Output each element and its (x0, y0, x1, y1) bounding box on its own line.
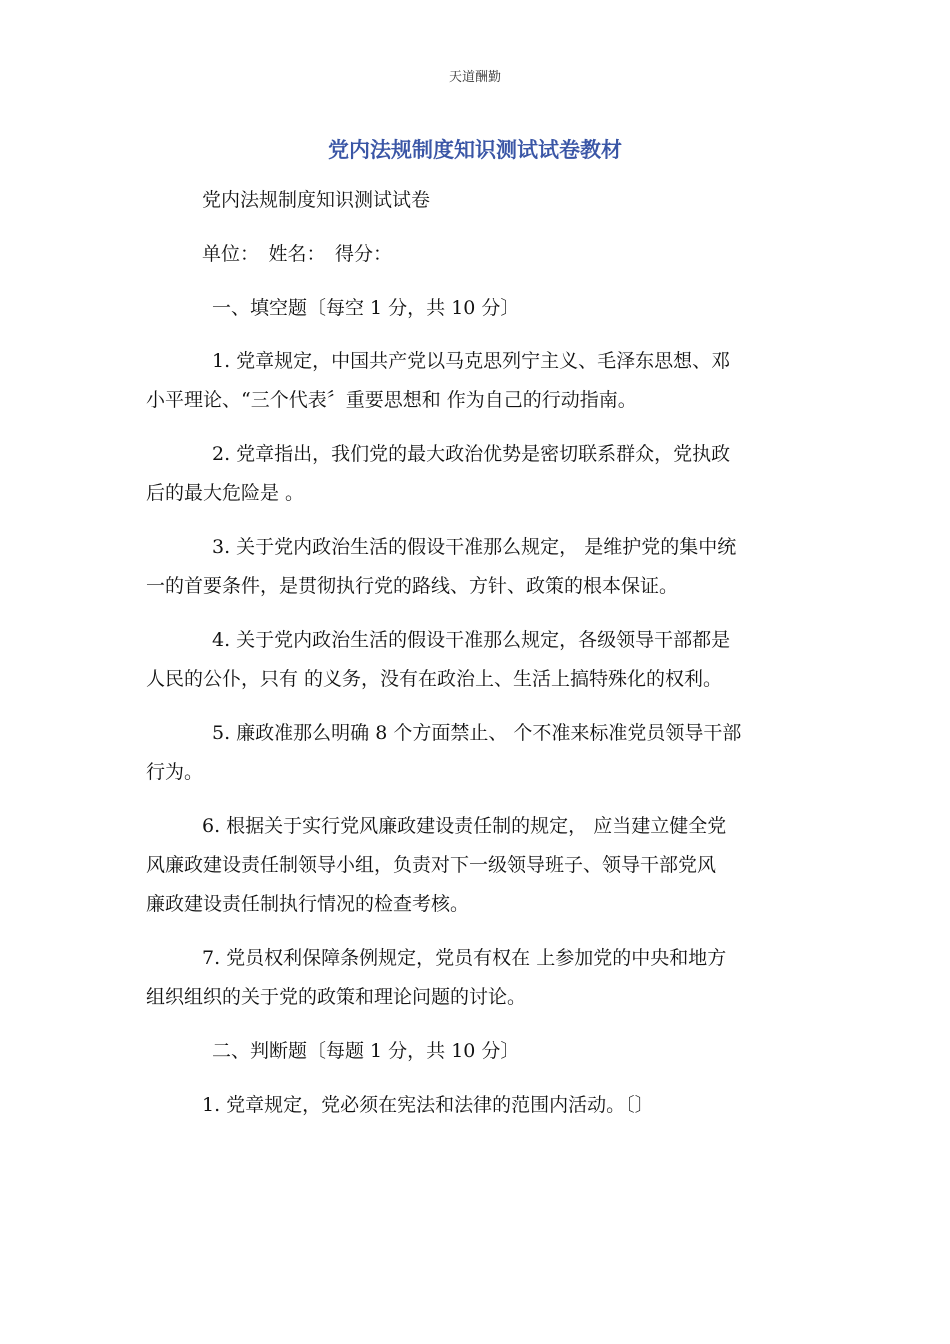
section-heading-fill-in: 一、填空题〔每空 1 分，共 10 分〕 (212, 297, 520, 319)
section-heading-true-false: 二、判断题〔每题 1 分，共 10 分〕 (212, 1040, 520, 1062)
question-line: 组织组织的关于党的政策和理论问题的讨论。 (146, 986, 527, 1008)
question-line: 7. 党员权利保障条例规定，党员有权在 上参加党的中央和地方 (202, 947, 727, 969)
question-line: 1. 党章规定，党必须在宪法和法律的范围内活动。〔〕 (202, 1094, 654, 1116)
question-line: 风廉政建设责任制领导小组，负责对下一级领导班子、领导干部党风 (146, 854, 717, 876)
question-line: 5. 廉政准那么明确 8 个方面禁止、 个不准来标准党员领导干部 (212, 722, 742, 744)
question-line: 行为。 (146, 761, 204, 783)
question-line: 3. 关于党内政治生活的假设干准那么规定， 是维护党的集中统 (212, 536, 737, 558)
question-line: 人民的公仆，只有 的义务，没有在政治上、生活上搞特殊化的权利。 (146, 668, 723, 690)
exam-subtitle: 党内法规制度知识测试试卷 (202, 189, 431, 211)
document-title: 党内法规制度知识测试试卷教材 (328, 138, 622, 162)
exam-info-line: 单位： 姓名： 得分： (202, 243, 393, 265)
question-line: 一的首要条件，是贯彻执行党的路线、方针、政策的根本保证。 (146, 575, 679, 597)
page-header: 天道酬勤 (448, 70, 501, 85)
question-line: 廉政建设责任制执行情况的检查考核。 (146, 893, 470, 915)
question-line: 4. 关于党内政治生活的假设干准那么规定，各级领导干部都是 (212, 629, 731, 651)
question-line: 小平理论、“三个代表〞重要思想和 作为自己的行动指南。 (146, 389, 637, 411)
question-line: 1. 党章规定，中国共产党以马克思列宁主义、毛泽东思想、邓 (212, 350, 731, 372)
question-line: 2. 党章指出，我们党的最大政治优势是密切联系群众，党执政 (212, 443, 731, 465)
question-line: 后的最大危险是 。 (146, 482, 305, 504)
question-line: 6. 根据关于实行党风廉政建设责任制的规定， 应当建立健全党 (202, 815, 727, 837)
